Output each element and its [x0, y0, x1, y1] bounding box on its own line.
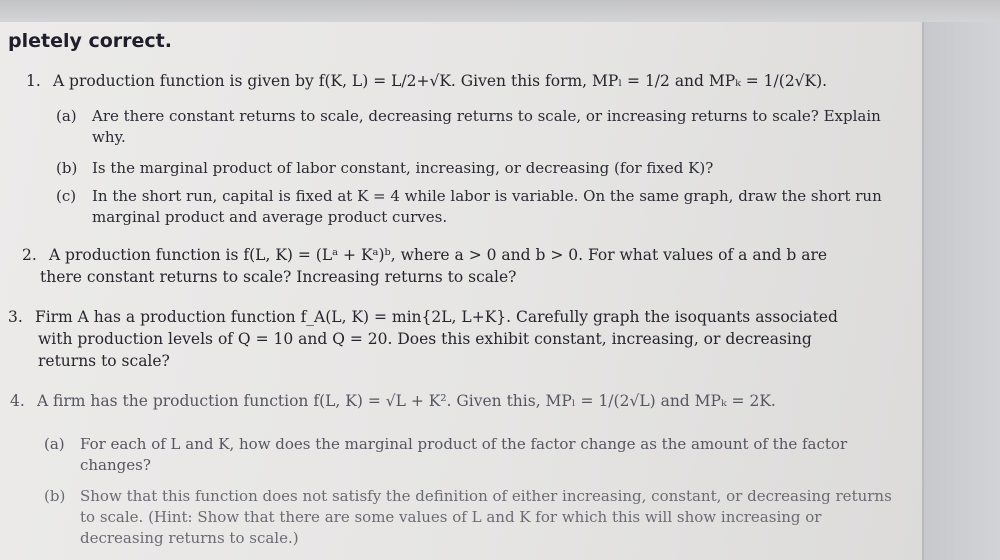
question-3 — [8, 306, 908, 328]
part-text: Show that this function does not satisfy the definition of either increasing, constant, or decreasing returns to scale. (Hint: Show that there are some values of L and K for which this will show increasing or decreasing returns to scale.) — [80, 487, 892, 547]
question-1 — [26, 70, 906, 92]
question-text: Firm A has a production function f_A(L, K) = min{2L, L+K}. Carefully graph the isoquants associated — [34, 308, 838, 326]
question-2-continued — [40, 266, 900, 288]
question-text: with production levels of Q = 10 and Q = 20. Does this exhibit constant, increasing, or decreasing — [38, 330, 812, 348]
question-text: there constant returns to scale? Increasing returns to scale? — [40, 268, 517, 286]
question-number: 1. — [26, 72, 41, 90]
question-4-part-b — [44, 486, 904, 549]
part-text: For each of L and K, how does the marginal product of the factor change as the amount of the factor changes? — [80, 435, 848, 474]
monitor-bezel — [922, 22, 1000, 560]
question-4-part-a — [44, 434, 904, 476]
question-1-part-c — [56, 186, 896, 228]
question-text: A firm has the production function f(L, K) = √L + K². Given this, MPₗ = 1/(2√L) and MPₖ = 2K. — [36, 392, 776, 410]
part-text: In the short run, capital is fixed at K = 4 while labor is variable. On the same graph, draw the short run marginal product and average product curves. — [92, 187, 882, 226]
question-number: 3. — [8, 308, 23, 326]
question-4 — [10, 390, 910, 412]
document-page — [0, 22, 924, 560]
part-label: (a) — [56, 107, 77, 125]
question-1-part-a — [56, 106, 896, 148]
question-1-part-b — [56, 158, 896, 179]
part-text: Is the marginal product of labor constant, increasing, or decreasing (for fixed K)? — [92, 159, 714, 177]
question-text: A production function is given by f(K, L) = L/2+√K. Given this form, MPₗ = 1/2 and MPₖ = 1/(2√K). — [52, 72, 828, 90]
part-label: (c) — [56, 187, 77, 205]
question-3-continued-2 — [38, 350, 898, 372]
part-label: (b) — [44, 487, 66, 505]
question-number: 2. — [22, 246, 37, 264]
question-text: A production function is f(L, K) = (Lᵃ + Kᵃ)ᵇ, where a > 0 and b > 0. For what values of a and b are — [48, 246, 828, 264]
page-heading: pletely correct. — [8, 30, 172, 52]
part-text: Are there constant returns to scale, decreasing returns to scale, or increasing returns to scale? Explain why. — [92, 107, 881, 146]
question-2 — [22, 244, 902, 266]
part-label: (a) — [44, 435, 65, 453]
question-number: 4. — [10, 392, 25, 410]
question-3-continued — [38, 328, 908, 350]
part-label: (b) — [56, 159, 78, 177]
question-text: returns to scale? — [38, 352, 170, 370]
